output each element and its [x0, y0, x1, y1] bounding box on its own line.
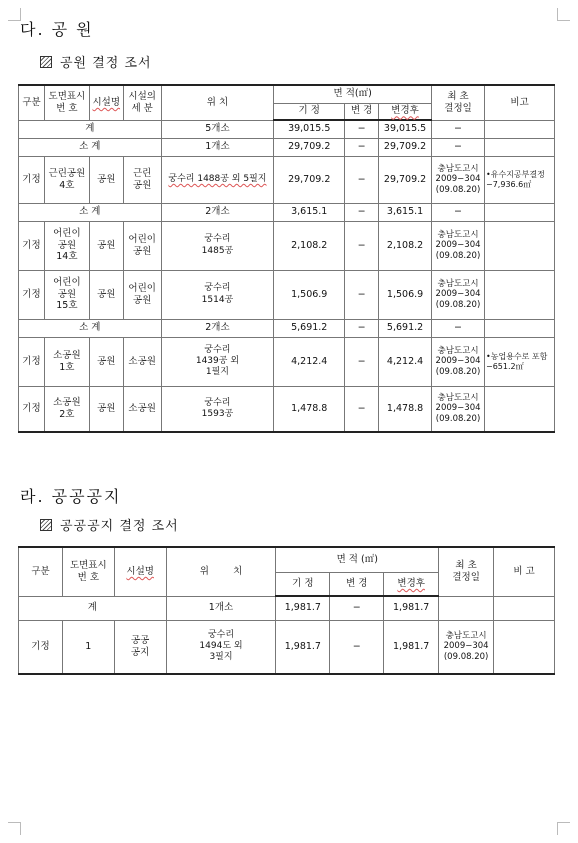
cell-remark: •유수지공부결정 −7,936.6㎡: [485, 156, 555, 203]
cell-facility: 공원: [89, 156, 123, 203]
header-change: 변 경: [345, 103, 379, 120]
park-decision-table: [18, 84, 555, 433]
header-area: 면 적(㎡): [274, 85, 432, 103]
cell-after: 5,691.2: [379, 319, 432, 337]
cell-count: 2개소: [161, 319, 274, 337]
cell-count: 1개소: [166, 596, 276, 620]
subsection-label: 공원 결정 조서: [60, 56, 152, 71]
cell-detail: 소공원: [123, 337, 161, 386]
cell-decision: 충남도고시 2009−304 (09.08.20): [432, 156, 485, 203]
page-corner-mark: [557, 822, 570, 835]
cell-remark: [485, 221, 555, 270]
cell-existing: 39,015.5: [274, 120, 345, 138]
header-facility: 시설명: [114, 547, 166, 596]
cell-label: 소 계: [19, 203, 162, 221]
cell-location: 궁수리 1593공: [161, 386, 274, 432]
cell-decision: −: [432, 319, 485, 337]
cell-decision: [439, 596, 494, 620]
table-row-total: [19, 596, 555, 620]
header-location: 위 치: [166, 547, 276, 596]
cell-after: 4,212.4: [379, 337, 432, 386]
cell-label: 계: [19, 596, 167, 620]
cell-after: 1,981.7: [384, 596, 439, 620]
cell-change: −: [345, 156, 379, 203]
cell-existing: 5,691.2: [274, 319, 345, 337]
subsection-title-public-space: [40, 515, 179, 534]
cell-change: −: [345, 138, 379, 156]
section-title-park: 다. 공 원: [20, 20, 94, 39]
cell-location: 궁수리 1488공 외 5필지: [161, 156, 274, 203]
cell-decision: 충남도고시 2009−304 (09.08.20): [432, 386, 485, 432]
cell-detail: 근린 공원: [123, 156, 161, 203]
cell-decision: 충남도고시 2009−304 (09.08.20): [439, 620, 494, 674]
cell-facility: 공공 공지: [114, 620, 166, 674]
cell-change: −: [345, 337, 379, 386]
cell-existing: 1,506.9: [274, 270, 345, 319]
cell-existing: 1,981.7: [276, 596, 330, 620]
header-after: 변경후: [379, 103, 432, 120]
cell-facility: 공원: [89, 386, 123, 432]
cell-facility: 공원: [89, 337, 123, 386]
cell-existing: 1,478.8: [274, 386, 345, 432]
header-existing: 기 정: [274, 103, 345, 120]
cell-decision: −: [432, 203, 485, 221]
cell-existing: 1,981.7: [276, 620, 330, 674]
header-location: 위 치: [161, 85, 274, 120]
cell-label: 소 계: [19, 138, 162, 156]
cell-change: −: [345, 319, 379, 337]
cell-after: 3,615.1: [379, 203, 432, 221]
cell-change: −: [330, 620, 384, 674]
section-title-public-space: 라. 공공공지: [20, 487, 122, 506]
cell-existing: 29,709.2: [274, 138, 345, 156]
cell-map-no: 어린이 공원 15호: [44, 270, 89, 319]
cell-remark: [485, 319, 555, 337]
cell-map-no: 어린이 공원 14호: [44, 221, 89, 270]
header-after: 변경후: [384, 572, 439, 596]
cell-location: 궁수리 1485공: [161, 221, 274, 270]
cell-type: 기정: [19, 386, 45, 432]
cell-remark: [485, 270, 555, 319]
cell-label: 소 계: [19, 319, 162, 337]
header-first-decision: 최 초 결정일: [432, 85, 485, 120]
table-row-subtotal: [19, 319, 555, 337]
table-row-total: [19, 120, 555, 138]
header-change: 변 경: [330, 572, 384, 596]
header-type: 구분: [19, 85, 45, 120]
table-row: [19, 156, 555, 203]
cell-after: 29,709.2: [379, 156, 432, 203]
table-row: [19, 620, 555, 674]
cell-remark: [485, 138, 555, 156]
cell-decision: 충남도고시 2009−304 (09.08.20): [432, 270, 485, 319]
cell-detail: 어린이 공원: [123, 270, 161, 319]
subsection-title-park: [40, 52, 152, 71]
header-remark: 비고: [485, 85, 555, 120]
cell-remark: [494, 620, 555, 674]
hatched-square-icon: [40, 519, 52, 531]
cell-after: 29,709.2: [379, 138, 432, 156]
header-map-no: 도면표시 번 호: [62, 547, 114, 596]
table-row: [19, 386, 555, 432]
table-row-subtotal: [19, 203, 555, 221]
subsection-label: 공공공지 결정 조서: [60, 519, 179, 534]
cell-remark: [485, 386, 555, 432]
cell-count: 5개소: [161, 120, 274, 138]
cell-remark: [494, 596, 555, 620]
page-corner-mark: [8, 822, 21, 835]
cell-after: 1,478.8: [379, 386, 432, 432]
cell-map-no: 소공원 2호: [44, 386, 89, 432]
cell-remark: [485, 203, 555, 221]
cell-change: −: [330, 596, 384, 620]
table-row: [19, 221, 555, 270]
cell-facility: 공원: [89, 270, 123, 319]
cell-facility: 공원: [89, 221, 123, 270]
cell-detail: 소공원: [123, 386, 161, 432]
header-area: 면 적 (㎡): [276, 547, 439, 572]
cell-location: 궁수리 1439공 외 1필지: [161, 337, 274, 386]
cell-existing: 4,212.4: [274, 337, 345, 386]
cell-location: 궁수리 1494도 외 3필지: [166, 620, 276, 674]
cell-change: −: [345, 221, 379, 270]
cell-after: 1,506.9: [379, 270, 432, 319]
header-first-decision: 최 초 결정일: [439, 547, 494, 596]
header-facility-detail: 시설의 세 분: [123, 85, 161, 120]
header-map-no: 도면표시 번 호: [44, 85, 89, 120]
cell-type: 기정: [19, 156, 45, 203]
cell-decision: 충남도고시 2009−304 (09.08.20): [432, 337, 485, 386]
table-row-subtotal: [19, 138, 555, 156]
cell-decision: −: [432, 138, 485, 156]
cell-map-no: 1: [62, 620, 114, 674]
cell-remark: •농업용수로 포함 −651.2㎡: [485, 337, 555, 386]
cell-map-no: 근린공원 4호: [44, 156, 89, 203]
page-corner-mark: [557, 8, 570, 21]
cell-type: 기정: [19, 337, 45, 386]
cell-label: 계: [19, 120, 162, 138]
cell-change: −: [345, 203, 379, 221]
hatched-square-icon: [40, 56, 52, 68]
cell-existing: 29,709.2: [274, 156, 345, 203]
cell-change: −: [345, 120, 379, 138]
cell-type: 기정: [19, 270, 45, 319]
table-row: [19, 270, 555, 319]
cell-after: 2,108.2: [379, 221, 432, 270]
cell-detail: 어린이 공원: [123, 221, 161, 270]
header-type: 구분: [19, 547, 63, 596]
cell-existing: 3,615.1: [274, 203, 345, 221]
cell-after: 39,015.5: [379, 120, 432, 138]
cell-count: 2개소: [161, 203, 274, 221]
cell-type: 기정: [19, 620, 63, 674]
cell-existing: 2,108.2: [274, 221, 345, 270]
cell-type: 기정: [19, 221, 45, 270]
header-facility: 시설명: [89, 85, 123, 120]
cell-remark: [485, 120, 555, 138]
cell-change: −: [345, 386, 379, 432]
cell-decision: −: [432, 120, 485, 138]
header-existing: 기 정: [276, 572, 330, 596]
cell-change: −: [345, 270, 379, 319]
cell-after: 1,981.7: [384, 620, 439, 674]
cell-map-no: 소공원 1호: [44, 337, 89, 386]
public-space-decision-table: [18, 546, 555, 675]
header-remark: 비 고: [494, 547, 555, 596]
table-row: [19, 337, 555, 386]
cell-decision: 충남도고시 2009−304 (09.08.20): [432, 221, 485, 270]
cell-count: 1개소: [161, 138, 274, 156]
cell-location: 궁수리 1514공: [161, 270, 274, 319]
